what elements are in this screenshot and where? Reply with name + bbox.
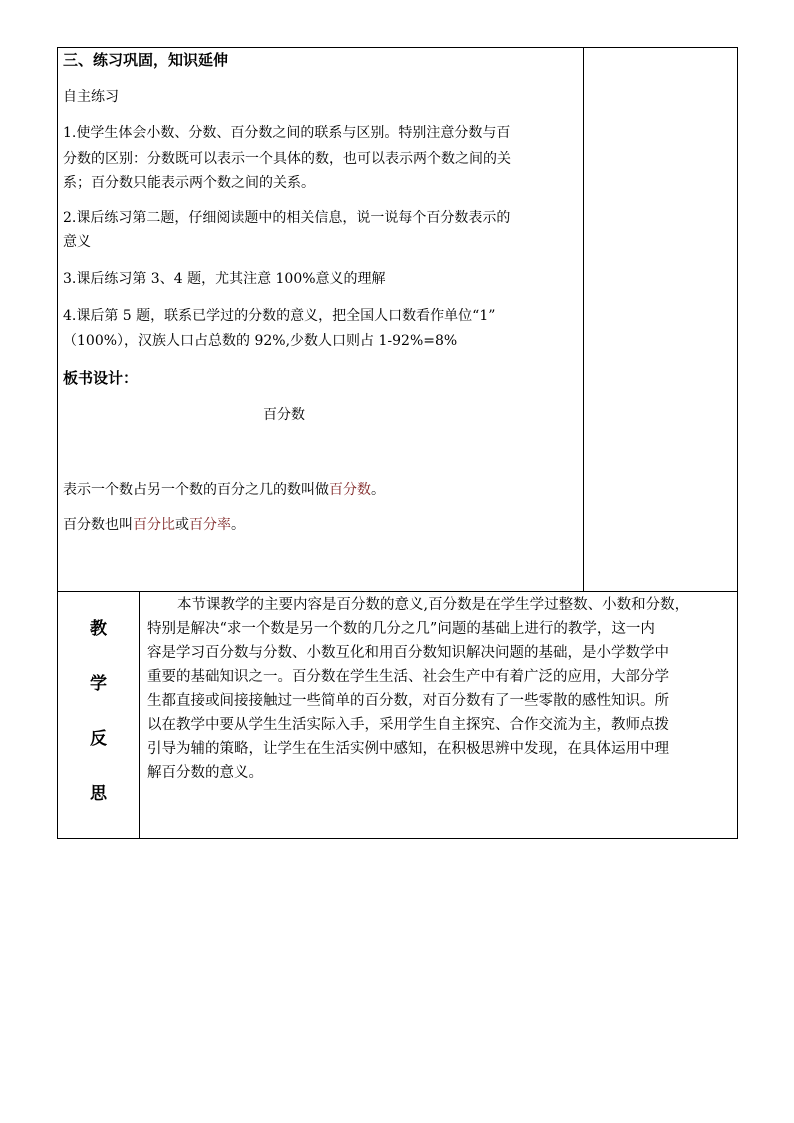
section-heading: 三、练习巩固，知识延伸 [63, 51, 229, 69]
reflection-line-8: 解百分数的意义。 [147, 765, 263, 781]
board-alias-line [63, 514, 245, 536]
reflection-line-7: 引导为辅的策略，让学生在生活实例中感知，在积极思辨中发现，在具体运用中理 [147, 741, 669, 757]
definition-end: 。 [371, 482, 385, 498]
reflection-line-6: 以在教学中要从学生生活实际入手，采用学生自主探究、合作交流为主，教师点拨 [147, 717, 669, 733]
table-border-bottom [57, 838, 738, 839]
table-border-left [57, 47, 58, 839]
reflection-line-4: 重要的基础知识之一。百分数在学生生活、社会生产中有着广泛的应用，大部分学 [147, 669, 669, 685]
practice-item-4-line-1: 4.课后第 5 题，联系已学过的分数的意义，把全国人口数看作单位“1” [63, 308, 496, 324]
lesson-plan-table [57, 47, 738, 839]
practice-item-1-line-3: 系；百分数只能表示两个数之间的关系。 [63, 175, 315, 191]
section-subheading: 自主练习 [63, 89, 119, 105]
alias-term-2: 百分率 [189, 517, 231, 533]
reflection-label-char-2: 学 [90, 674, 107, 694]
reflection-label-char-3: 反 [90, 729, 107, 749]
definition-text: 表示一个数占另一个数的百分之几的数叫做 [63, 482, 329, 498]
row-divider [57, 591, 738, 592]
board-center-title: 百分数 [263, 407, 305, 423]
alias-end: 。 [231, 517, 245, 533]
reflection-line-3: 容是学习百分数与分数、小数互化和用百分数知识解决问题的基础，是小学数学中 [147, 645, 669, 661]
definition-term: 百分数 [329, 482, 371, 498]
table-border-top [57, 47, 738, 48]
alias-connector: 或 [175, 517, 189, 533]
practice-item-3-line-1: 3.课后练习第 3、4 题，尤其注意 100%意义的理解 [63, 271, 386, 287]
practice-item-2-line-1: 2.课后练习第二题，仔细阅读题中的相关信息，说一说每个百分数表示的 [63, 210, 511, 226]
table-border-right [737, 47, 738, 839]
practice-item-1-line-1: 1.使学生体会小数、分数、百分数之间的联系与区别。特别注意分数与百 [63, 125, 511, 141]
reflection-line-1: 本节课教学的主要内容是百分数的意义,百分数是在学生学过整数、小数和分数， [177, 597, 690, 613]
alias-text: 百分数也叫 [63, 517, 133, 533]
alias-term-1: 百分比 [133, 517, 175, 533]
practice-item-1-line-2: 分数的区别：分数既可以表示一个具体的数，也可以表示两个数之间的关 [63, 151, 511, 167]
practice-item-2-line-2: 意义 [63, 234, 91, 250]
column-divider-upper [583, 47, 584, 591]
reflection-label-char-1: 教 [90, 619, 107, 639]
reflection-line-5: 生都直接或间接接触过一些简单的百分数，对百分数有了一些零散的感性知识。所 [147, 693, 669, 709]
reflection-label-char-4: 思 [90, 784, 107, 804]
practice-item-4-line-2: （100%），汉族人口占总数的 92%,少数人口则占 1-92%=8% [63, 333, 458, 349]
board-design-title: 板书设计： [63, 369, 139, 387]
reflection-line-2: 特别是解决“求一个数是另一个数的几分之几”问题的基础上进行的教学，这一内 [147, 621, 655, 637]
board-definition-line [63, 479, 385, 501]
